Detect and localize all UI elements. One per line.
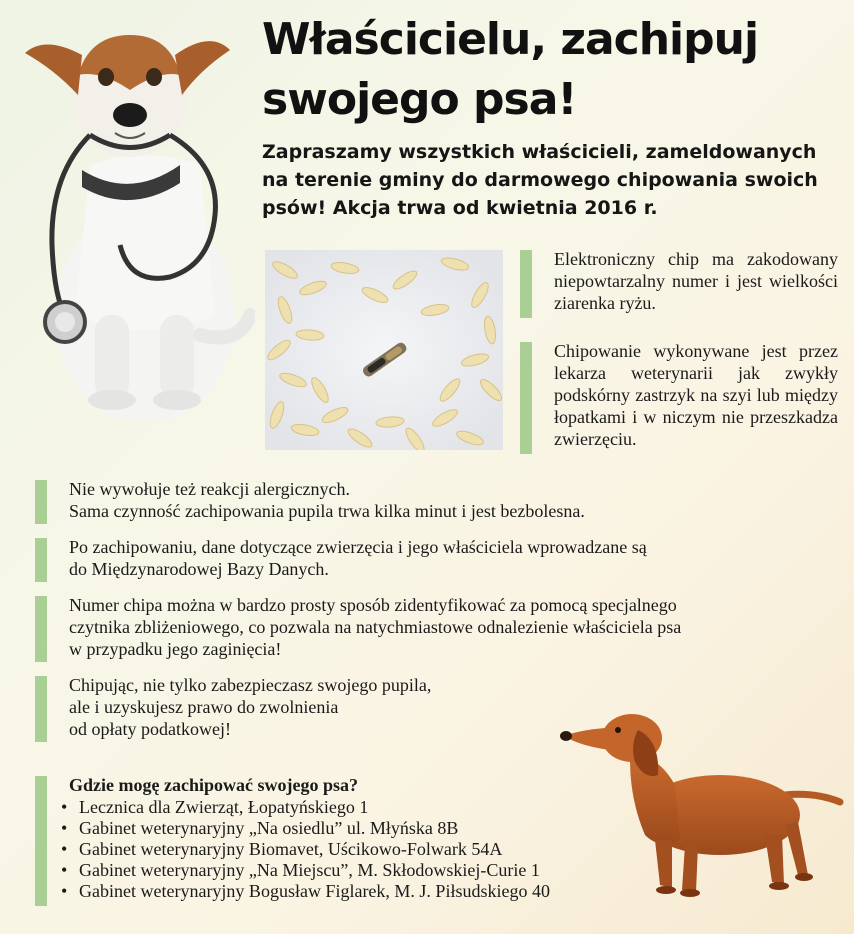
paragraph-database: Po zachipowaniu, dane dotyczące zwierzęcia i jego właściciela wprowadzane są do Międzynarodowej Bazy Danych. bbox=[35, 536, 795, 580]
page-title bbox=[262, 10, 822, 130]
procedure-info-paragraph: Chipowanie wykonywane jest przez lekarza weterynarii jak zwykły podskórny zastrzyk na szyi lub między łopatkami i w niczym nie przeszkadza zwierzęciu. bbox=[520, 340, 838, 450]
paragraph-tax: Chipując, nie tylko zabezpieczasz swojego pupila, ale i uzyskujesz prawo do zwolnienia od opłaty podatkowej! bbox=[35, 674, 555, 740]
accent-bar bbox=[35, 480, 47, 524]
list-item: • Lecznica dla Zwierząt, Łopatyńskiego 1 bbox=[61, 797, 655, 818]
title-line-1: Właścicielu, zachipuj bbox=[262, 14, 759, 65]
lead-paragraph: Zapraszamy wszystkich właścicieli, zameldowanych na terenie gminy do darmowego chipowania swoich psów! Akcja trwa od kwietnia 2016 r. bbox=[262, 141, 818, 219]
dog-with-stethoscope-image bbox=[20, 15, 255, 420]
accent-bar bbox=[520, 342, 532, 454]
list-item: • Gabinet weterynaryjny „Na Miejscu”, M. Skłodowskiej-Curie 1 bbox=[61, 860, 655, 881]
chip-info-paragraph: Elektroniczny chip ma zakodowany niepowtarzalny numer i jest wielkości ziarenka ryżu. bbox=[520, 248, 838, 314]
clinics-heading: Gdzie mogę zachipować swojego psa? bbox=[69, 775, 358, 795]
dachshund-image bbox=[560, 700, 845, 910]
accent-bar bbox=[35, 538, 47, 582]
rice-with-microchip-image bbox=[265, 250, 503, 450]
list-item: • Gabinet weterynaryjny „Na osiedlu” ul. Młyńska 8B bbox=[61, 818, 655, 839]
title-line-2: swojego psa! bbox=[262, 74, 577, 125]
paragraph-allergy: Nie wywołuje też reakcji alergicznych. Sama czynność zachipowania pupila trwa kilka minut i jest bezbolesna. bbox=[35, 478, 755, 522]
accent-bar bbox=[35, 776, 47, 906]
accent-bar bbox=[35, 676, 47, 742]
list-item: • Gabinet weterynaryjny Bogusław Figlarek, M. J. Piłsudskiego 40 bbox=[61, 881, 655, 902]
list-item: • Gabinet weterynaryjny Biomavet, Uścikowo-Folwark 54A bbox=[61, 839, 655, 860]
accent-bar bbox=[520, 250, 532, 318]
accent-bar bbox=[35, 596, 47, 662]
paragraph-reader: Numer chipa można w bardzo prosty sposób zidentyfikować za pomocą specjalnego czytnika zbliżeniowego, co pozwala na natychmiastowe odnalezienie właściciela psa w przypadku jego zaginięcia! bbox=[35, 594, 835, 660]
